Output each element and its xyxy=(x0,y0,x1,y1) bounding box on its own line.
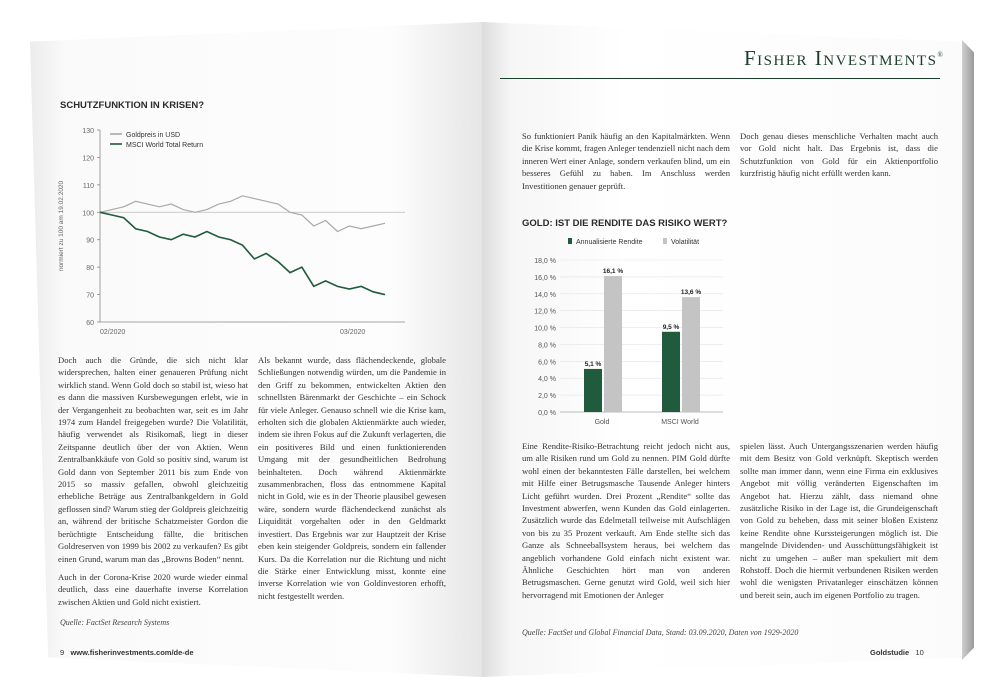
left-column-2 xyxy=(258,354,446,608)
y-tick-label: 80 xyxy=(86,265,94,273)
brand-rule xyxy=(500,78,940,79)
y-tick-label: 8,0 % xyxy=(538,342,556,350)
x-tick-label: 03/2020 xyxy=(340,329,366,336)
page-number: 9 xyxy=(60,648,65,657)
page-edge xyxy=(962,40,974,660)
series-line-msci xyxy=(100,212,385,294)
left-chart-title: SCHUTZFUNKTION IN KRISEN? xyxy=(60,100,205,111)
y-tick-label: 12,0 % xyxy=(534,308,556,316)
y-tick-label: 14,0 % xyxy=(534,291,556,299)
brand-logo: Fisher Investments® xyxy=(744,46,945,70)
publication-name: Goldstudie xyxy=(870,648,910,657)
bar-msci-volatilitaet xyxy=(682,297,700,412)
legend-swatch xyxy=(663,238,667,244)
bar-gold-rendite xyxy=(584,369,602,412)
x-tick-label: MSCI World xyxy=(661,419,699,426)
page-number: 10 xyxy=(915,648,924,657)
y-tick-label: 60 xyxy=(86,320,94,327)
data-label: 9,5 % xyxy=(662,323,680,331)
x-tick-label: Gold xyxy=(594,419,610,426)
data-label: 5,1 % xyxy=(584,360,602,368)
data-label: 16,1 % xyxy=(602,268,624,276)
y-tick-label: 4,0 % xyxy=(538,376,556,384)
y-tick-label: 110 xyxy=(82,182,94,190)
right-column-1-bottom xyxy=(522,440,730,607)
paragraph: Doch genau dieses menschliche Verhalten macht auch vor Gold nicht halt. Das Ergebnis ist, dass die Schutzfunktion von Gold für ein Aktienportfolio kurzfristig häufig nicht erfüllt werden kann. xyxy=(740,131,938,179)
y-tick-label: 16,0 % xyxy=(534,274,556,282)
left-footer xyxy=(60,648,194,657)
bar-msci-rendite xyxy=(662,332,680,412)
y-tick-label: 90 xyxy=(86,237,94,245)
legend-label: MSCI World Total Return xyxy=(126,142,204,149)
y-tick-label: 130 xyxy=(82,128,94,135)
y-axis-label: normiert zu 100 am 19.02.2020 xyxy=(58,180,65,272)
data-label: 13,6 % xyxy=(680,289,702,297)
y-tick-label: 10,0 % xyxy=(534,325,556,333)
legend-label: Volatilität xyxy=(671,239,700,246)
x-tick-label: 02/2020 xyxy=(100,329,126,336)
right-column-1-top xyxy=(522,130,730,198)
right-source: Quelle: FactSet und Global Financial Data, Stand: 03.09.2020, Daten von 1929-2020 xyxy=(522,628,799,637)
left-source: Quelle: FactSet Research Systems xyxy=(60,618,170,627)
y-tick-label: 0,0 % xyxy=(538,410,556,417)
right-footer xyxy=(870,648,924,657)
y-tick-label: 70 xyxy=(86,292,94,300)
legend-label: Goldpreis in USD xyxy=(126,132,181,139)
y-tick-label: 120 xyxy=(82,155,94,163)
line-chart xyxy=(55,122,415,342)
paragraph: Doch auch die Gründe, die sich nicht klar widersprechen, halten einer genaueren Prüfung nicht wirklich stand. Wenn Gold doch so stabil ist, wieso hat es dann die massiven Kursbewegungen erlebt, wie in der Vergangenheit zu beobachten war, seit es im Jahr 1974 zum Handel freigegeben wurde? Die Volatilität, häufig verwendet als Risikomaß, liegt in dieser Zeitspanne deutlich über der von Aktien. Wenn Zentralbankkäufe von Gold so positiv sind, warum ist Gold dann von September 2011 bis zum Ende von 2015 so massiv gefallen, obwohl gleichzeitig erhebliche Beträge aus Zentralbankgeldern in Gold geflossen sind? Warum stieg der Goldpreis gleichzeitig an, während der britische Schatzmeister Gordon die berüchtigte Entscheidung fällte, die britischen Goldreserven von 1999 bis 2002 zu verkaufen? Es gibt einen Grund, warum man das „Browns Boden“ nennt. xyxy=(58,355,248,564)
legend-swatch xyxy=(568,238,572,244)
right-column-2-bottom xyxy=(740,440,938,607)
bar-gold-volatilitaet xyxy=(604,276,622,412)
paragraph: spielen lässt. Auch Untergangsszenarien werden häufig mit dem Besitz von Gold verknüpft. Skeptisch werden sollte man immer dann, wenn eine Firma ein exklusives Angebot mit völlig veränderten Eigenschaften im Angebot hat. Hierzu zählt, dass niemand ohne zusätzliche Risiko in der Lage ist, die Grundeigenschaft von Gold zu beheben, dass mit seiner bloßen Existenz keine Rendite ohne Kurssteigerungen möglich ist. Die mangelnde Dividenden- und Ausschüttungsfähigkeit ist nicht zu umgehen – außer man spekuliert mit dem Rohstoff. Doch die hiermit verbundenen Risiken werden wohl die wenigsten Privatanleger einschätzen können und bereit sein, auch im eigenen Portfolio zu tragen. xyxy=(740,441,938,600)
right-chart-title: GOLD: IST DIE RENDITE DAS RISIKO WERT? xyxy=(522,218,728,229)
right-column-2-top xyxy=(740,130,938,186)
bar-chart xyxy=(518,234,733,434)
left-column-1 xyxy=(58,354,248,614)
y-tick-label: 2,0 % xyxy=(538,393,556,401)
y-tick-label: 100 xyxy=(82,210,94,218)
paragraph: Auch in der Corona-Krise 2020 wurde wieder einmal deutlich, dass eine dauerhafte inverse Korrelation zwischen Aktien und Gold nicht existiert. xyxy=(58,571,248,607)
y-tick-label: 18,0 % xyxy=(534,258,556,265)
paragraph: So funktioniert Panik häufig an den Kapitalmärkten. Wenn die Krise kommt, fragen Anleger tendenziell nicht nach dem inneren Wert einer Anlage, sondern verkaufen blind, um ein besseres Gefühl zu haben. Im Anschluss werden Investitionen genauer geprüft. xyxy=(522,131,730,191)
paragraph: Eine Rendite-Risiko-Betrachtung reicht jedoch nicht aus, um alle Risiken rund um Gold zu nennen. PIM Gold dürfte wohl einen der bekanntesten Fälle darstellen, bei welchem mit Hilfe einer Betrugsmasche Tausende Anleger hinters Licht geführt wurden. Drei Prozent „Rendite“ sollte das Investment abwerfen, wenn Kunden das Gold einlagerten. Zusätzlich wurde das Edelmetall teilweise mit Aufschlägen von bis zu 35 Prozent verkauft. Am Ende stellte sich das Ganze als Schneeballsystem heraus, bei welchem das angeblich vorhandene Gold einfach nicht existent war. Ähnliche Geschichten hört man von anderen Betrugsmaschen. Gerne genutzt wird Gold, weil sich hier hervorragend mit Emotionen der Anleger xyxy=(522,441,730,600)
paragraph: Als bekannt wurde, dass flächendeckende, globale Schließungen notwendig würden, um die Pandemie in den Griff zu bekommen, entwickelten Aktien den schnellsten Bärenmarkt der Geschichte – ein Schock für viele Anleger. Genauso schnell wie die Krise kam, erholten sich die globalen Aktienmärkte auch wieder, indem sie ihren Fokus auf die Zukunft verlagerten, die ein positiveres Bild und einen funktionierenden Umgang mit der gesundheitlichen Bedrohung beinhalteten. Doch während Aktienmärkte zusammenbrachen, floss das entnommene Kapital nicht in Gold, wie es in der Theorie plausibel gewesen wäre, sondern wurde flächendeckend zunächst als Liquidität vorgehalten oder in den Geldmarkt investiert. Das Ergebnis war zur Hauptzeit der Krise eben kein steigender Goldpreis, sondern ein fallender Kurs. Da die Korrelation nur die Richtung und nicht die Stärke einer Entwicklung misst, konnte eine inverse Korrelation wie von Goldinvestoren erhofft, nicht festgestellt werden. xyxy=(258,355,446,601)
website-link[interactable]: www.fisherinvestments.com/de-de xyxy=(70,648,194,657)
series-line-gold xyxy=(100,196,385,232)
legend-label: Annualisierte Rendite xyxy=(576,239,643,246)
y-tick-label: 6,0 % xyxy=(538,359,556,367)
